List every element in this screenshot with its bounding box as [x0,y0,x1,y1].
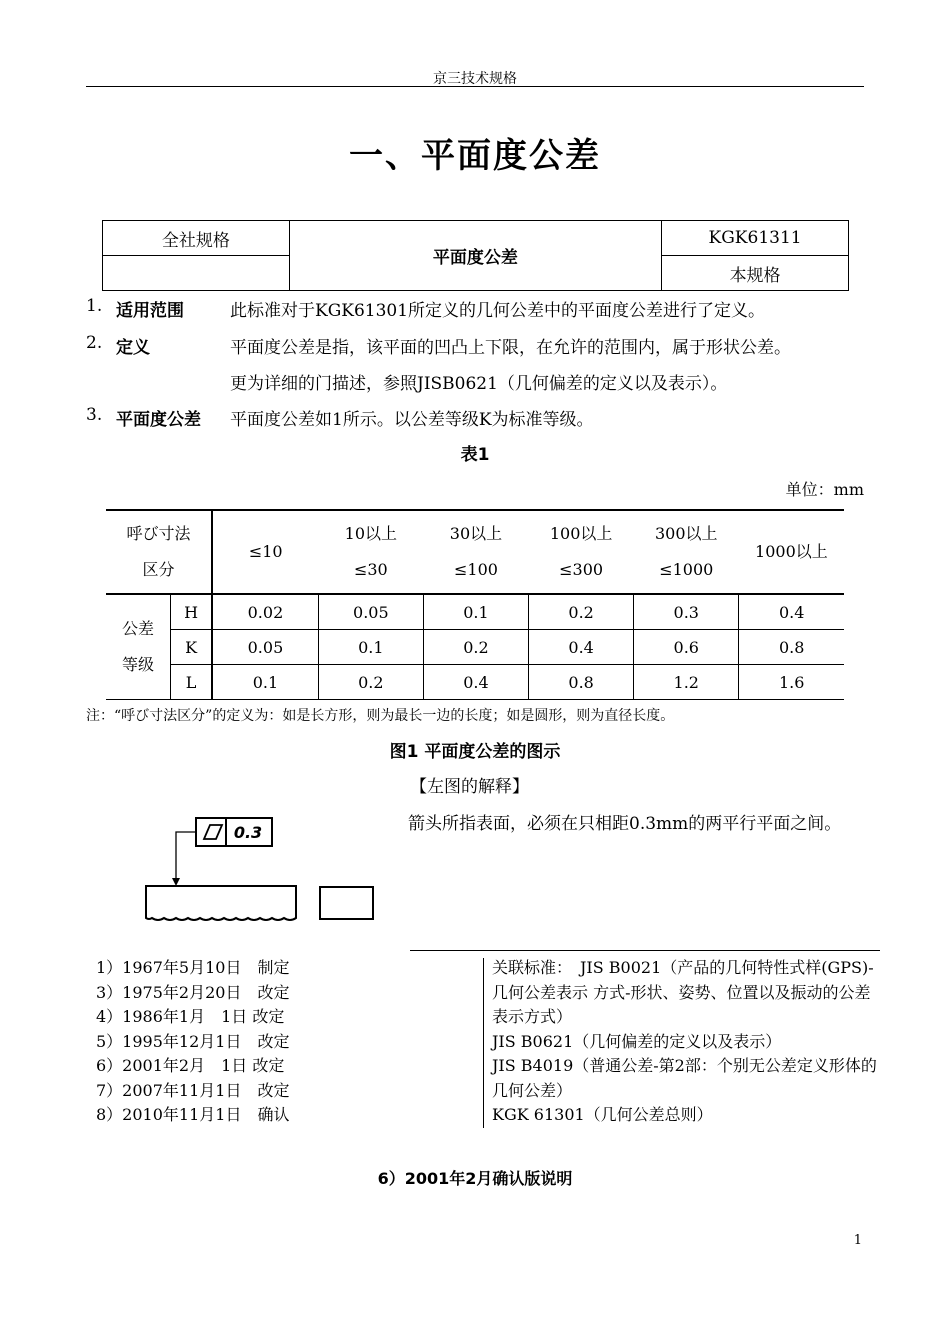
info-center-title: 平面度公差 [289,221,661,291]
tolerance-value: 0.3 [233,823,263,842]
history-item: 5）1995年12月1日 改定 [96,1031,290,1051]
value-cell: 0.8 [529,665,634,700]
history-item: 6）2001年2月 1日 改定 [96,1056,285,1075]
table-note: 注：“呼び寸法区分”的定义为：如是长方形，则为最长一边的长度；如是圆形，则为直径长度。 [86,708,675,724]
column-header-line2: ≤1000 [659,560,714,579]
section-label: 适用范围 [116,301,184,321]
flatness-drawing [140,808,380,928]
column-header [739,510,844,594]
value-cell: 0.4 [423,665,528,700]
reference-divider [483,958,484,1128]
document-title: 一、平面度公差 [349,136,601,176]
part-side-view [320,887,373,919]
column-header-line1: 300以上 [654,524,718,543]
value-cell: 0.05 [318,594,423,630]
leader-line [176,832,196,880]
value-cell: 0.2 [529,594,634,630]
related-standards [492,956,877,1128]
section-number: 2. [86,333,103,353]
figure-title: 图1 平面度公差的图示 [389,742,561,762]
grade-cell: K [171,630,213,665]
section-label: 定义 [116,338,150,358]
history-rule [410,950,880,951]
info-right-bottom: 本规格 [662,256,849,291]
value-cell: 0.1 [318,630,423,665]
column-header [634,510,739,594]
figure-explanation: 箭头所指表面，必须在只相距0.3mm的两平行平面之间。 [408,814,842,834]
history-item: 3）1975年2月20日 改定 [96,982,290,1002]
grade-cell: H [171,594,213,630]
header-line: 区分 [142,560,175,579]
parallelogram-icon [204,825,222,839]
column-header-line1: 100以上 [549,524,613,543]
table-row [106,665,844,700]
value-cell: 0.3 [634,594,739,630]
column-header-line2: ≤300 [559,560,604,579]
value-cell: 0.2 [318,665,423,700]
column-header-line1: ≤10 [248,542,283,561]
value-cell: 0.8 [739,630,844,665]
column-header [318,510,423,594]
table1-unit: 单位：mm [785,480,864,499]
value-cell: 0.6 [634,630,739,665]
value-cell: 0.2 [423,630,528,665]
history-item: 8）2010年11月1日 确认 [96,1105,290,1124]
reference-item: KGK 61301（几何公差总则） [492,1105,713,1124]
column-header-line2: ≤100 [454,560,498,579]
value-cell: 0.4 [739,594,844,630]
reference-item: JIS B0621（几何偏差的定义以及表示） [492,1031,782,1051]
page-number: 1 [853,1233,862,1248]
info-left-bottom [103,256,290,291]
section-label: 平面度公差 [116,410,201,430]
value-cell: 1.6 [739,665,844,700]
revision-history [96,956,289,1128]
value-cell: 1.2 [634,665,739,700]
tolerance-grade-group [106,594,171,700]
group-line: 公差 [122,619,155,638]
header-rule [86,86,864,87]
size-classification-header [106,510,212,594]
history-item: 7）2007年11月1日 改定 [96,1080,290,1100]
info-table [102,220,849,291]
reference-item: JIS B4019（普通公差-第2部：个别无公差定义形体的几何公差） [492,1056,877,1100]
table-row [106,594,844,630]
part-block [146,886,296,920]
section-text: 平面度公差如1所示。以公差等级K为标准等级。 [230,410,594,430]
section-text: 更为详细的门描述，参照JISB0621（几何偏差的定义以及表示）。 [230,374,728,394]
section-text: 此标准对于KGK61301所定义的几何公差中的平面度公差进行了定义。 [230,301,766,321]
column-header [423,510,528,594]
column-header [529,510,634,594]
value-cell: 0.02 [212,594,318,630]
column-header-line2: ≤30 [353,560,388,579]
table1-title: 表1 [460,445,490,465]
value-cell: 0.1 [212,665,318,700]
reference-item: 关联标准： JIS B0021（产品的几何特性式样(GPS)-几何公差表示 方式-形状、姿势、位置以及振动的公差表示方式） [492,958,874,1026]
info-right-top: KGK61311 [662,221,849,256]
group-line: 等级 [122,655,155,674]
value-cell: 0.1 [423,594,528,630]
section-number: 3. [86,405,103,425]
column-header-line1: 1000以上 [755,542,828,561]
info-left-top: 全社规格 [103,221,290,256]
tolerance-table [106,509,844,700]
table-row [106,630,844,665]
section-number: 1. [86,296,103,316]
history-item: 4）1986年1月 1日 改定 [96,1007,285,1026]
section-text: 平面度公差是指，该平面的凹凸上下限，在允许的范围内，属于形状公差。 [230,338,791,358]
column-header [212,510,318,594]
figure-explanation-title: 【左图的解释】 [410,777,529,797]
header-line: 呼び寸法 [126,524,191,543]
value-cell: 0.4 [529,630,634,665]
column-header-line1: 10以上 [344,524,398,543]
grade-cell: L [171,665,213,700]
bottom-section-title: 6）2001年2月确认版说明 [377,1169,573,1188]
header-title: 京三技术规格 [433,71,517,87]
column-header-line1: 30以上 [449,524,503,543]
history-item: 1）1967年5月10日 制定 [96,958,290,977]
tolerance-header-row [106,510,844,594]
value-cell: 0.05 [212,630,318,665]
arrow-head-icon [172,878,180,886]
